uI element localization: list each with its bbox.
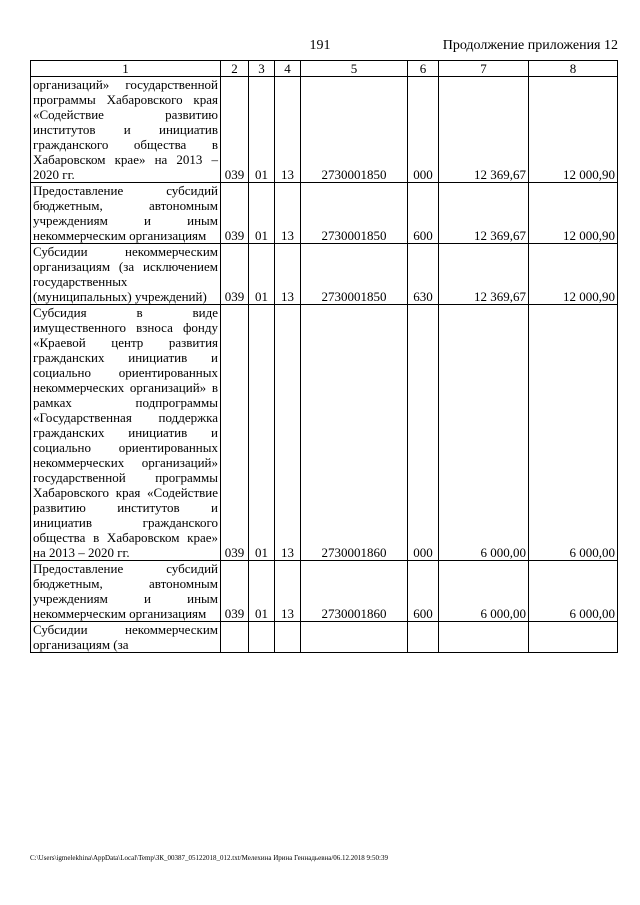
subsection-code — [275, 622, 301, 653]
column-number: 5 — [301, 61, 408, 77]
column-number: 2 — [221, 61, 249, 77]
subsection-code: 13 — [275, 77, 301, 183]
ministry-code: 039 — [221, 561, 249, 622]
amount-column-7: 12 369,67 — [439, 77, 529, 183]
table-row — [31, 183, 618, 244]
amount-column-8: 12 000,90 — [529, 183, 618, 244]
expense-type-code: 600 — [408, 561, 439, 622]
row-name: организаций» государственной программы Хабаровского края «Содействие развитию институтов и инициатив гражданского общества в Хабаровском крае» на 2013 – 2020 гг. — [31, 77, 221, 183]
file-path-footer: C:\Users\igmelekhina\AppData\Local\Temp\ЗК_00387_05122018_012.txt/Мелехина Ирина Геннадьевна/06.12.2018 9:50:39 — [30, 854, 388, 862]
amount-column-8 — [529, 622, 618, 653]
ministry-code: 039 — [221, 244, 249, 305]
column-number-row — [31, 61, 618, 77]
target-article-code: 2730001860 — [301, 305, 408, 561]
target-article-code: 2730001860 — [301, 561, 408, 622]
amount-column-8: 6 000,00 — [529, 561, 618, 622]
subsection-code: 13 — [275, 561, 301, 622]
subsection-code: 13 — [275, 183, 301, 244]
expense-type-code: 000 — [408, 305, 439, 561]
appendix-continuation-note: Продолжение приложения 12 — [442, 38, 618, 53]
table-row — [31, 77, 618, 183]
section-code: 01 — [249, 77, 275, 183]
amount-column-7: 6 000,00 — [439, 305, 529, 561]
amount-column-7: 12 369,67 — [439, 183, 529, 244]
section-code — [249, 622, 275, 653]
column-number: 6 — [408, 61, 439, 77]
ministry-code: 039 — [221, 183, 249, 244]
subsection-code: 13 — [275, 305, 301, 561]
table-row — [31, 561, 618, 622]
row-name: Субсидии некоммерческим организациям (за — [31, 622, 221, 653]
column-number: 4 — [275, 61, 301, 77]
row-name: Предоставление субсидий бюджетным, автономным учреждениям и иным некоммерческим организациям — [31, 183, 221, 244]
amount-column-7 — [439, 622, 529, 653]
section-code: 01 — [249, 305, 275, 561]
ministry-code: 039 — [221, 77, 249, 183]
table-row — [31, 305, 618, 561]
target-article-code: 2730001850 — [301, 77, 408, 183]
section-code: 01 — [249, 244, 275, 305]
row-name: Предоставление субсидий бюджетным, автономным учреждениям и иным некоммерческим организациям — [31, 561, 221, 622]
column-number: 3 — [249, 61, 275, 77]
amount-column-8: 12 000,90 — [529, 77, 618, 183]
row-name: Субсидии некоммерческим организациям (за исключением государственных (муниципальных) учреждений) — [31, 244, 221, 305]
row-name: Субсидия в виде имущественного взноса фонду «Краевой центр развития гражданских инициатив и социально ориентированных некоммерческих организаций» в рамках подпрограммы «Государственная поддержка гражданских инициатив и социально ориентированных некоммерческих организаций» государственной программы Хабаровского края «Содействие развитию институтов и инициатив гражданского общества в Хабаровском крае» на 2013 – 2020 гг. — [31, 305, 221, 561]
page-number: 191 — [309, 38, 331, 53]
target-article-code — [301, 622, 408, 653]
expense-type-code: 600 — [408, 183, 439, 244]
section-code: 01 — [249, 183, 275, 244]
column-number: 1 — [31, 61, 221, 77]
table-row — [31, 244, 618, 305]
amount-column-8: 6 000,00 — [529, 305, 618, 561]
expense-type-code: 630 — [408, 244, 439, 305]
target-article-code: 2730001850 — [301, 183, 408, 244]
budget-table — [30, 60, 618, 653]
target-article-code: 2730001850 — [301, 244, 408, 305]
expense-type-code — [408, 622, 439, 653]
amount-column-8: 12 000,90 — [529, 244, 618, 305]
section-code: 01 — [249, 561, 275, 622]
amount-column-7: 12 369,67 — [439, 244, 529, 305]
subsection-code: 13 — [275, 244, 301, 305]
column-number: 8 — [529, 61, 618, 77]
ministry-code — [221, 622, 249, 653]
column-number: 7 — [439, 61, 529, 77]
ministry-code: 039 — [221, 305, 249, 561]
amount-column-7: 6 000,00 — [439, 561, 529, 622]
expense-type-code: 000 — [408, 77, 439, 183]
table-row — [31, 622, 618, 653]
